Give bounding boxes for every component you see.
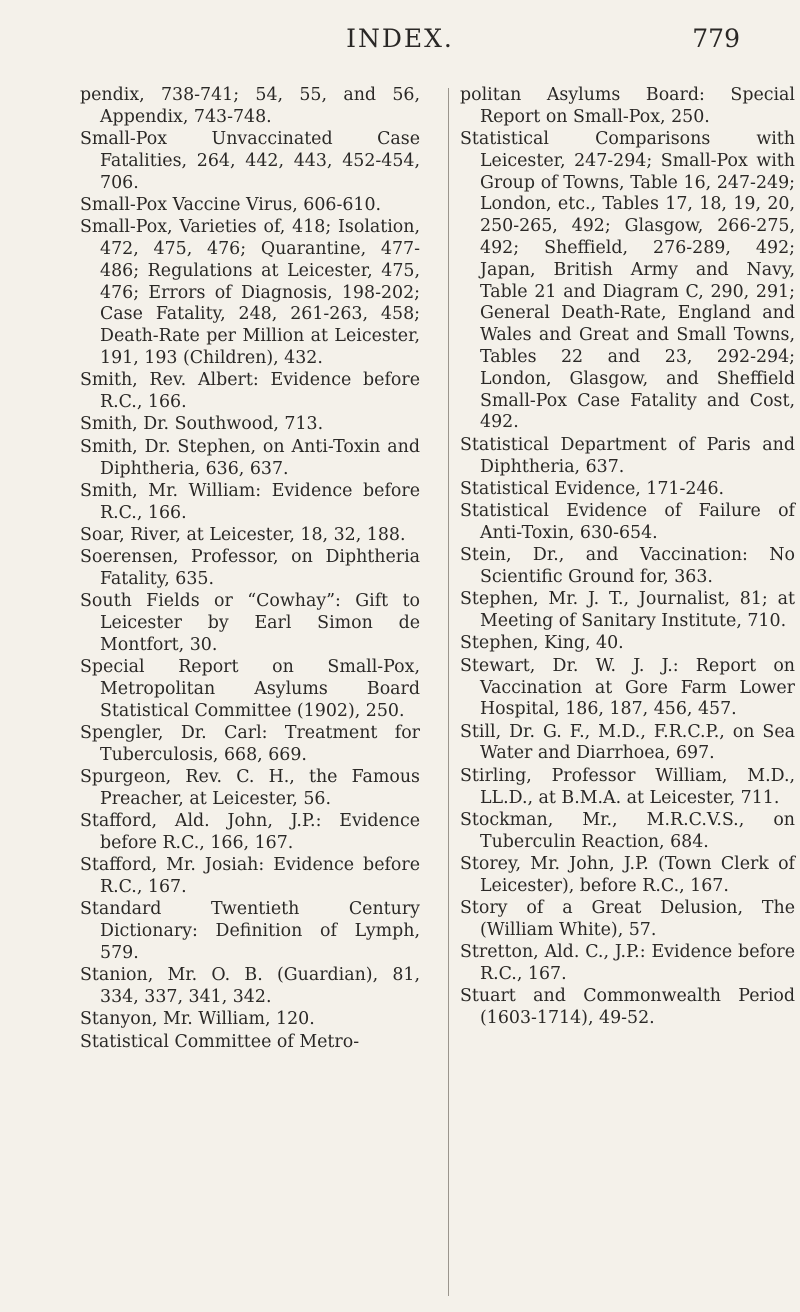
page-title: INDEX. <box>346 24 454 53</box>
index-entry: Small-Pox Unvaccinated Case Fatalities, 264, 442, 443, 452-454, 706. <box>80 129 420 193</box>
index-entry: Statistical Comparisons with Leicester, 247-294; Small-Pox with Group of Towns, Table 16, 247-249; London, etc., Tables 17, 18, 19, 20, 250-265, 492; Glasgow, 266-275, 492; Sheffield, 276-289, 492; Japan, British Army and Navy, Table 21 and Diagram C, 290, 291; General Death-Rate, England and Wales and Great and Small Towns, Tables 22 and 23, 292-294; London, Glasgow, and Sheffield Small-Pox Case Fatality and Cost, 492. <box>460 129 795 433</box>
index-entry: Stirling, Professor William, M.D., LL.D., at B.M.A. at Leicester, 711. <box>460 765 795 808</box>
page-header <box>0 24 800 64</box>
index-entry: Spurgeon, Rev. C. H., the Famous Preacher, at Leicester, 56. <box>80 767 420 809</box>
index-entry: Stafford, Ald. John, J.P.: Evidence before R.C., 166, 167. <box>80 811 420 854</box>
index-entry: Story of a Great Delusion, The (William White), 57. <box>460 897 795 940</box>
index-entry: Smith, Mr. William: Evidence before R.C., 166. <box>80 480 420 523</box>
index-entry: Smith, Dr. Stephen, on Anti-Toxin and Diphtheria, 636, 637. <box>80 436 420 479</box>
index-entry: Small-Pox Vaccine Virus, 606-610. <box>80 194 382 215</box>
index-entry: pendix, 738-741; 54, 55, and 56, Appendix, 743-748. <box>80 85 420 127</box>
index-entry: Stuart and Commonwealth Period (1603-1714), 49-52. <box>460 986 795 1028</box>
index-entry: Stanyon, Mr. William, 120. <box>80 1009 315 1030</box>
index-entry: Spengler, Dr. Carl: Treatment for Tuberculosis, 668, 669. <box>80 723 420 765</box>
index-entry: Stanion, Mr. O. B. (Guardian), 81, 334, 337, 341, 342. <box>80 965 420 1008</box>
index-entry: Stephen, Mr. J. T., Journalist, 81; at Meeting of Sanitary Institute, 710. <box>460 589 795 632</box>
index-entry: South Fields or “Cowhay”: Gift to Leicester by Earl Simon de Montfort, 30. <box>80 591 420 655</box>
index-entry: Statistical Committee of Metro- <box>80 1031 360 1052</box>
index-entry: Stretton, Ald. C., J.P.: Evidence before R.C., 167. <box>460 942 795 984</box>
index-entry: Statistical Evidence of Failure of Anti-Toxin, 630-654. <box>460 501 795 543</box>
index-entry: Special Report on Small-Pox, Metropolitan Asylums Board Statistical Committee (1902), 250. <box>80 657 420 721</box>
index-entry: Stockman, Mr., M.R.C.V.S., on Tuberculin Reaction, 684. <box>460 809 795 852</box>
index-entry: Stafford, Mr. Josiah: Evidence before R.C., 167. <box>80 855 420 898</box>
index-entry: Smith, Rev. Albert: Evidence before R.C., 166. <box>80 370 420 413</box>
index-column-left <box>80 85 420 1054</box>
index-entry: Stewart, Dr. W. J. J.: Report on Vaccination at Gore Farm Lower Hospital, 186, 187, 456, 457. <box>460 655 795 720</box>
index-entry: Stein, Dr., and Vaccination: No Scientific Ground for, 363. <box>460 545 795 588</box>
index-column-right <box>460 85 795 1030</box>
index-entry: Small-Pox, Varieties of, 418; Isolation, 472, 475, 476; Quarantine, 477-486; Regulations at Leicester, 475, 476; Errors of Diagnosis, 198-202; Case Fatality, 248, 261-263, 458; Death-Rate per Million at Leicester, 191, 193 (Children), 432. <box>80 217 420 369</box>
index-entry: Storey, Mr. John, J.P. (Town Clerk of Leicester), before R.C., 167. <box>460 853 795 896</box>
index-entry: Still, Dr. G. F., M.D., F.R.C.P., on Sea Water and Diarrhoea, 697. <box>460 721 795 764</box>
index-entry: Smith, Dr. Southwood, 713. <box>80 414 324 435</box>
index-entry: politan Asylums Board: Special Report on Small-Pox, 250. <box>460 85 795 127</box>
index-entry: Statistical Department of Paris and Diphtheria, 637. <box>460 434 795 477</box>
index-entry: Soerensen, Professor, on Diphtheria Fatality, 635. <box>80 547 420 590</box>
page-number: 779 <box>692 24 740 53</box>
index-entry: Soar, River, at Leicester, 18, 32, 188. <box>80 524 406 545</box>
column-divider <box>448 88 449 1296</box>
index-entry: Stephen, King, 40. <box>460 633 624 654</box>
index-entry: Statistical Evidence, 171-246. <box>460 478 725 499</box>
index-entry: Standard Twentieth Century Dictionary: Definition of Lymph, 579. <box>80 899 420 964</box>
